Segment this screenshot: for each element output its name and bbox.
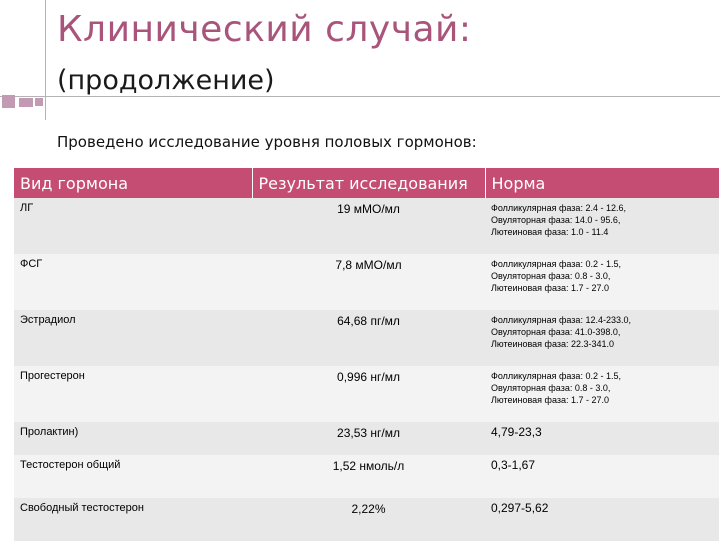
table-row	[14, 498, 719, 541]
table-row	[14, 455, 719, 498]
norm-line: Фолликулярная фаза: 12.4-233.0,	[491, 315, 631, 325]
hormone-result: 2,22%	[252, 498, 485, 541]
hormone-norm	[485, 254, 719, 310]
hormone-result: 1,52 нмоль/л	[252, 455, 485, 498]
norm-line: Овуляторная фаза: 41.0-398.0,	[491, 327, 621, 337]
norm-line: Лютеиновая фаза: 22.3-341.0	[491, 339, 615, 349]
hormone-norm	[485, 198, 719, 254]
hormone-name: Пролактин)	[14, 422, 252, 455]
norm-line: Лютеиновая фаза: 1.0 - 11.4	[491, 227, 609, 237]
hormone-name: ЛГ	[14, 198, 252, 254]
norm-line: Фолликулярная фаза: 0.2 - 1.5,	[491, 259, 621, 269]
decorative-square	[2, 95, 15, 108]
norm-line: 4,79-23,3	[491, 425, 542, 439]
hormone-result: 7,8 мМО/мл	[252, 254, 485, 310]
hormone-norm	[485, 366, 719, 422]
norm-line: Овуляторная фаза: 0.8 - 3.0,	[491, 383, 611, 393]
norm-line: Лютеиновая фаза: 1.7 - 27.0	[491, 395, 610, 405]
decorative-square	[19, 98, 33, 107]
hormone-result: 23,53 нг/мл	[252, 422, 485, 455]
hormone-norm	[485, 422, 719, 455]
header-result: Результат исследования	[252, 168, 485, 198]
norm-line: 0,3-1,67	[491, 458, 536, 472]
hormone-result: 0,996 нг/мл	[252, 366, 485, 422]
hormone-name: Эстрадиол	[14, 310, 252, 366]
norm-line: Овуляторная фаза: 14.0 - 95.6,	[491, 215, 621, 225]
norm-line: Фолликулярная фаза: 2.4 - 12.6,	[491, 203, 626, 213]
header-hormone: Вид гормона	[14, 168, 252, 198]
table-row	[14, 198, 719, 254]
hormone-norm	[485, 310, 719, 366]
hormone-name: ФСГ	[14, 254, 252, 310]
hormone-name: Свободный тестостерон	[14, 498, 252, 541]
hormone-norm	[485, 498, 719, 541]
table-row	[14, 422, 719, 455]
table-header-row	[14, 168, 719, 198]
decorative-square	[35, 98, 43, 106]
norm-line: 0,297-5,62	[491, 501, 549, 515]
norm-line: Фолликулярная фаза: 0.2 - 1.5,	[491, 371, 621, 381]
hormone-norm	[485, 455, 719, 498]
header-norm: Норма	[485, 168, 719, 198]
table-row	[14, 366, 719, 422]
intro-text: Проведено исследование уровня половых гормонов:	[57, 133, 477, 151]
slide-subtitle: (продолжение)	[57, 65, 275, 96]
hormone-table	[14, 168, 719, 541]
hormone-result: 19 мМО/мл	[252, 198, 485, 254]
hormone-name: Тестостерон общий	[14, 455, 252, 498]
hormone-result: 64,68 пг/мл	[252, 310, 485, 366]
norm-line: Лютеиновая фаза: 1.7 - 27.0	[491, 283, 610, 293]
decorative-vertical-line	[45, 0, 46, 120]
table-row	[14, 254, 719, 310]
hormone-name: Прогестерон	[14, 366, 252, 422]
table-row	[14, 310, 719, 366]
norm-line: Овуляторная фаза: 0.8 - 3.0,	[491, 271, 611, 281]
slide-title: Клинический случай:	[57, 9, 472, 50]
